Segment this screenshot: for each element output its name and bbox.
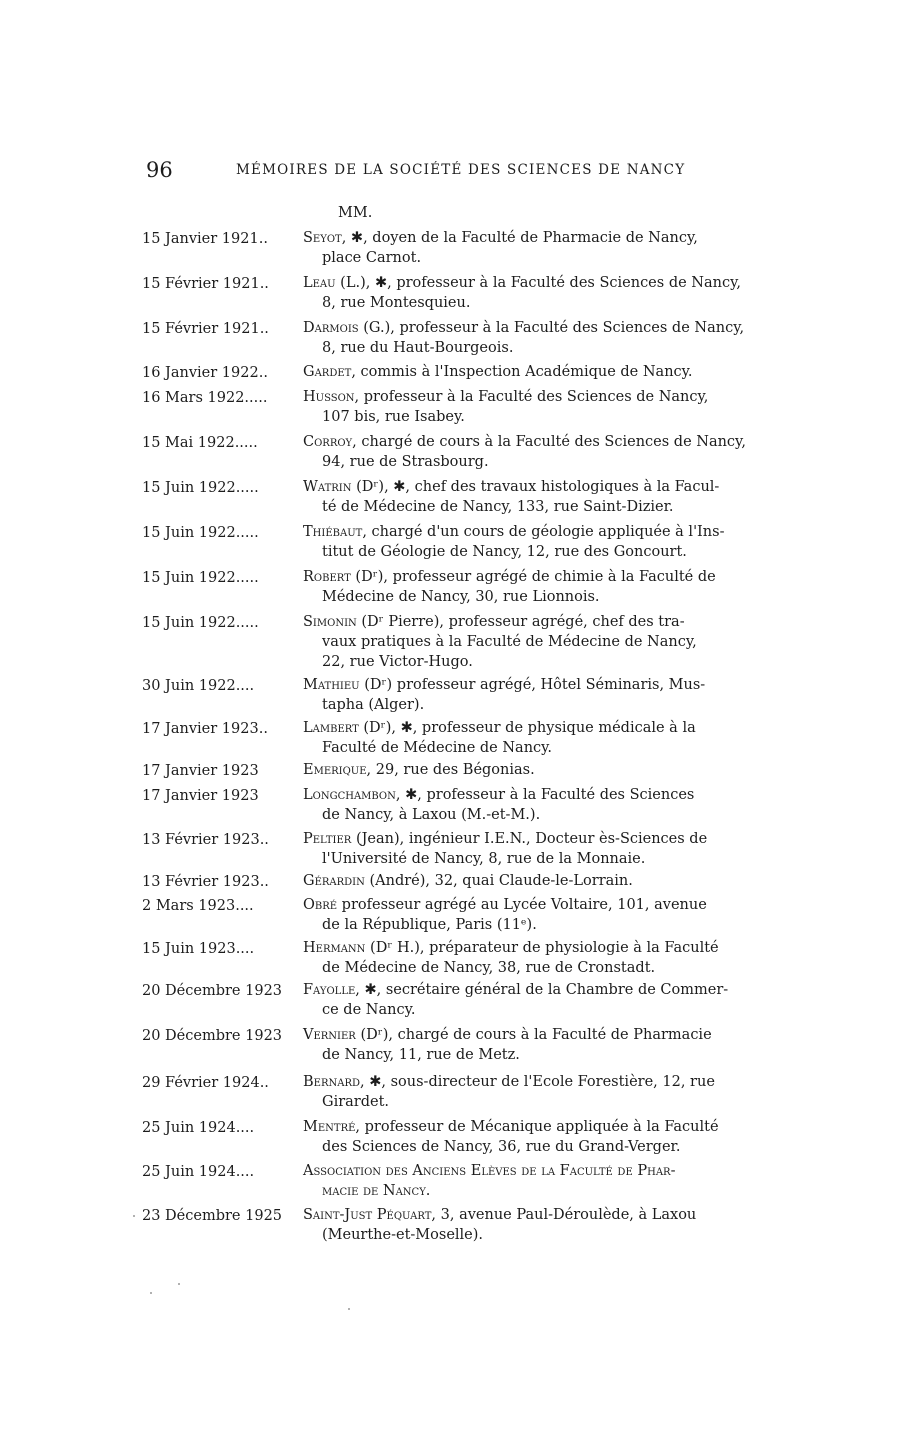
member-name: Hermann (303, 940, 366, 956)
member-description: (L.), ✱, professeur à la Faculté des Sciences de Nancy, (335, 275, 741, 291)
member-name: Saint-Just Péquart (303, 1207, 432, 1223)
entry-date: 15 Juin 1922..... (142, 480, 259, 496)
member-name: Robert (303, 569, 351, 585)
member-description: (Dʳ), professeur agrégé de chimie à la Faculté de (350, 569, 716, 585)
member-description: (Jean), ingénieur I.E.N., Docteur ès-Sciences de (351, 831, 708, 847)
list-intro: MM. (338, 205, 373, 221)
member-description: , chargé d'un cours de géologie appliquée à l'Ins- (362, 524, 725, 540)
member-name: Longchambon (303, 787, 396, 803)
entry-date: 23 Décembre 1925 (142, 1208, 283, 1224)
member-name: Seyot (303, 230, 342, 246)
entry-date: 15 Juin 1922..... (142, 525, 259, 541)
entry-line-1 (303, 1072, 775, 1092)
entry-continuation-line: l'Université de Nancy, 8, rue de la Monnaie. (322, 851, 646, 867)
member-description: , chargé de cours à la Faculté des Sciences de Nancy, (352, 434, 746, 450)
entry-date: 17 Janvier 1923 (142, 788, 259, 804)
entry-text (303, 938, 775, 978)
entry-line-1 (303, 760, 775, 780)
entry-continuation-line: ce de Nancy. (322, 1002, 416, 1018)
entry-text (303, 432, 775, 472)
entry-line-1 (303, 785, 775, 805)
entry-text (303, 1205, 775, 1245)
entry-line-1 (303, 1025, 775, 1045)
entry-text (303, 318, 775, 358)
entry-text (303, 362, 775, 382)
member-name: Peltier (303, 831, 352, 847)
entry-line-1 (303, 871, 775, 891)
member-name: Thiébaut (303, 524, 363, 540)
member-name: Bernard (303, 1074, 361, 1090)
entry-date: 15 Juin 1922..... (142, 615, 259, 631)
entry-date: 13 Février 1923.. (142, 832, 269, 848)
entry-date: 25 Juin 1924.... (142, 1164, 255, 1180)
entry-line-1 (303, 522, 775, 542)
entry-text (303, 612, 775, 672)
entry-continuation-line: té de Médecine de Nancy, 133, rue Saint-Dizier. (322, 499, 674, 515)
entry-date: 20 Décembre 1923 (142, 1028, 283, 1044)
member-name: Vernier (303, 1027, 356, 1043)
entry-text (303, 675, 775, 715)
entry-date: 25 Juin 1924.... (142, 1120, 255, 1136)
entry-line-1 (303, 895, 775, 915)
entry-line-1 (303, 938, 775, 958)
entry-text (303, 871, 775, 891)
member-name: Emerique (303, 762, 367, 778)
entry-continuation-line: Girardet. (322, 1094, 390, 1110)
entry-line-1 (303, 387, 775, 407)
entry-date: 20 Décembre 1923 (142, 983, 283, 999)
entry-date: 29 Février 1924.. (142, 1075, 269, 1091)
entry-text (303, 522, 775, 562)
entry-continuation-line: titut de Géologie de Nancy, 12, rue des Goncourt. (322, 544, 687, 560)
paper-speck (133, 1215, 135, 1217)
member-name: Darmois (303, 320, 359, 336)
member-description: (Dʳ) professeur agrégé, Hôtel Séminaris, Mus- (359, 677, 706, 693)
entry-text (303, 228, 775, 268)
entry-text (303, 718, 775, 758)
entry-date: 2 Mars 1923.... (142, 898, 254, 914)
entry-line-1 (303, 675, 775, 695)
entry-line-1 (303, 432, 775, 452)
running-title: MÉMOIRES DE LA SOCIÉTÉ DES SCIENCES DE NANCY (236, 162, 686, 178)
entry-line-1 (303, 318, 775, 338)
entry-continuation-line: des Sciences de Nancy, 36, rue du Grand-Verger. (322, 1139, 681, 1155)
member-description: , ✱, doyen de la Faculté de Pharmacie de Nancy, (341, 230, 698, 246)
entry-text (303, 980, 775, 1020)
member-description: , ✱, professeur à la Faculté des Sciences (395, 787, 695, 803)
member-name: Association des Anciens Elèves de la Faculté de Phar- (303, 1163, 676, 1179)
entry-line-1 (303, 612, 775, 632)
paper-speck (178, 1283, 180, 1285)
entry-continuation-line: 107 bis, rue Isabey. (322, 409, 465, 425)
entry-continuation-line: 22, rue Victor-Hugo. (322, 654, 473, 670)
entry-line-1 (303, 829, 775, 849)
page-number: 96 (146, 158, 173, 182)
entry-date: 16 Janvier 1922.. (142, 365, 268, 381)
entry-line-1 (303, 567, 775, 587)
member-description: (André), 32, quai Claude-le-Lorrain. (364, 873, 633, 889)
member-name: Mentré (303, 1119, 356, 1135)
entry-text (303, 273, 775, 313)
entry-line-1 (303, 362, 775, 382)
member-description: (Dʳ), ✱, chef des travaux histologiques à la Facul- (351, 479, 720, 495)
entry-line-1 (303, 1161, 775, 1181)
entry-continuation-line: 94, rue de Strasbourg. (322, 454, 489, 470)
entry-text (303, 477, 775, 517)
entry-date: 15 Juin 1922..... (142, 570, 259, 586)
entry-date: 17 Janvier 1923 (142, 763, 259, 779)
member-description: (Dʳ Pierre), professeur agrégé, chef des tra- (356, 614, 685, 630)
entry-continuation-line: 8, rue Montesquieu. (322, 295, 471, 311)
member-name: Simonin (303, 614, 357, 630)
entry-text (303, 760, 775, 780)
member-description: , 3, avenue Paul-Déroulède, à Laxou (431, 1207, 697, 1223)
entry-line-1 (303, 718, 775, 738)
entry-date: 15 Mai 1922..... (142, 435, 258, 451)
entry-date: 15 Juin 1923.... (142, 941, 255, 957)
member-description: , commis à l'Inspection Académique de Nancy. (351, 364, 693, 380)
entry-continuation-line: Faculté de Médecine de Nancy. (322, 740, 553, 756)
member-description: (Dʳ), chargé de cours à la Faculté de Pharmacie (355, 1027, 712, 1043)
member-name: Fayolle (303, 982, 356, 998)
member-name: Watrin (303, 479, 352, 495)
entry-text (303, 1025, 775, 1065)
member-description: professeur agrégé au Lycée Voltaire, 101, avenue (337, 897, 707, 913)
page-header (146, 158, 846, 188)
paper-speck (348, 1308, 350, 1310)
entry-date: 30 Juin 1922.... (142, 678, 255, 694)
entry-continuation-line: vaux pratiques à la Faculté de Médecine de Nancy, (322, 634, 697, 650)
entry-continuation-line: de Nancy, à Laxou (M.-et-M.). (322, 807, 541, 823)
member-description: (Dʳ), ✱, professeur de physique médicale à la (358, 720, 696, 736)
member-name: Mathieu (303, 677, 360, 693)
entry-continuation-line: (Meurthe-et-Moselle). (322, 1227, 484, 1243)
entry-date: 15 Janvier 1921.. (142, 231, 268, 247)
member-description: , 29, rue des Bégonias. (366, 762, 535, 778)
entry-line-1 (303, 1117, 775, 1137)
entry-text (303, 387, 775, 427)
entry-continuation-line: de Médecine de Nancy, 38, rue de Cronstadt. (322, 960, 656, 976)
member-description: (Dʳ H.), préparateur de physiologie à la Faculté (365, 940, 719, 956)
entry-date: 13 Février 1923.. (142, 874, 269, 890)
member-name: Leau (303, 275, 336, 291)
entry-text (303, 829, 775, 869)
entry-text (303, 1161, 775, 1201)
member-name: Husson (303, 389, 355, 405)
member-description: , ✱, secrétaire général de la Chambre de Commer- (355, 982, 729, 998)
entry-continuation-line: macie de Nancy. (322, 1183, 431, 1199)
entry-continuation-line: de Nancy, 11, rue de Metz. (322, 1047, 520, 1063)
member-description: (G.), professeur à la Faculté des Sciences de Nancy, (358, 320, 745, 336)
member-description: , professeur de Mécanique appliquée à la Faculté (355, 1119, 719, 1135)
entry-line-1 (303, 980, 775, 1000)
entry-text (303, 785, 775, 825)
member-name: Lambert (303, 720, 359, 736)
member-name: Gérardin (303, 873, 365, 889)
member-name: Obré (303, 897, 338, 913)
entry-date: 15 Février 1921.. (142, 321, 269, 337)
entry-text (303, 1072, 775, 1112)
entry-text (303, 895, 775, 935)
paper-speck (150, 1292, 152, 1294)
entry-date: 16 Mars 1922..... (142, 390, 268, 406)
entry-continuation-line: Médecine de Nancy, 30, rue Lionnois. (322, 589, 600, 605)
entry-text (303, 1117, 775, 1157)
entry-text (303, 567, 775, 607)
entry-date: 17 Janvier 1923.. (142, 721, 268, 737)
member-name: Corroy (303, 434, 353, 450)
member-description: , ✱, sous-directeur de l'Ecole Forestière, 12, rue (360, 1074, 715, 1090)
entry-line-1 (303, 1205, 775, 1225)
entry-line-1 (303, 477, 775, 497)
entry-continuation-line: de la République, Paris (11ᵉ). (322, 917, 537, 933)
member-description: , professeur à la Faculté des Sciences de Nancy, (354, 389, 709, 405)
member-name: Gardet (303, 364, 352, 380)
entry-continuation-line: tapha (Alger). (322, 697, 425, 713)
entry-continuation-line: place Carnot. (322, 250, 422, 266)
entry-line-1 (303, 273, 775, 293)
entry-date: 15 Février 1921.. (142, 276, 269, 292)
entry-continuation-line: 8, rue du Haut-Bourgeois. (322, 340, 514, 356)
entry-line-1 (303, 228, 775, 248)
